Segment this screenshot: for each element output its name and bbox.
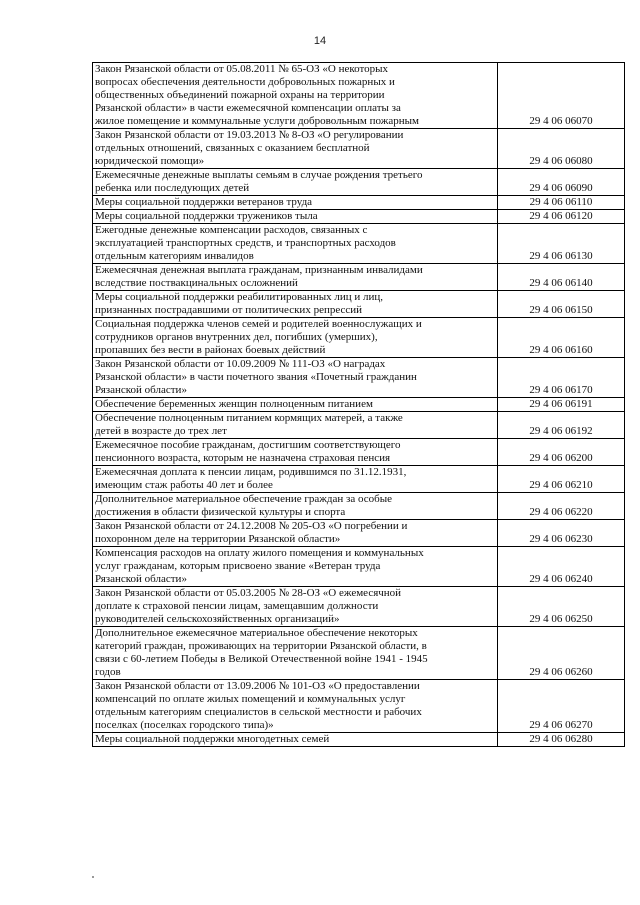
description-line: вследствие поствакцинальных осложнений <box>95 277 298 289</box>
description-line: Ежемесячная доплата к пенсии лицам, родившимся по 31.12.1931, <box>95 466 407 478</box>
description-line: Рязанской области» <box>95 384 187 396</box>
row-code: 29 4 06 06192 <box>498 412 625 439</box>
description-line: годов <box>95 666 121 678</box>
table-row <box>93 318 625 358</box>
row-description <box>93 63 498 129</box>
table-row <box>93 63 625 129</box>
row-code: 29 4 06 06070 <box>498 63 625 129</box>
description-line: Компенсация расходов на оплату жилого помещения и коммунальных <box>95 547 424 559</box>
row-description <box>93 587 498 627</box>
scan-dot-mark <box>92 876 94 878</box>
table-row <box>93 733 625 747</box>
description-line: Меры социальной поддержки ветеранов труда <box>95 196 313 208</box>
description-line: жилое помещение и коммунальные услуги добровольным пожарным <box>95 115 419 127</box>
row-description <box>93 264 498 291</box>
description-line: юридической помощи» <box>95 155 205 167</box>
row-description <box>93 318 498 358</box>
table-row <box>93 358 625 398</box>
description-line: поселках (поселках городского типа)» <box>95 719 274 731</box>
row-code: 29 4 06 06191 <box>498 398 625 412</box>
table-row <box>93 587 625 627</box>
table-row <box>93 627 625 680</box>
row-description <box>93 291 498 318</box>
description-line: отдельным категориям инвалидов <box>95 250 254 262</box>
table-row <box>93 439 625 466</box>
table-row <box>93 493 625 520</box>
table-row <box>93 520 625 547</box>
description-line: Ежемесячная денежная выплата гражданам, признанным инвалидами <box>95 264 423 276</box>
table-row <box>93 169 625 196</box>
description-line: отдельных отношений, связанных с оказанием бесплатной <box>95 142 370 154</box>
row-description <box>93 196 498 210</box>
description-line: Закон Рязанской области от 13.09.2006 № 101-ОЗ «О предоставлении <box>95 680 420 692</box>
row-code: 29 4 06 06250 <box>498 587 625 627</box>
table-row <box>93 547 625 587</box>
description-line: Меры социальной поддержки тружеников тыла <box>95 210 318 222</box>
table-row <box>93 291 625 318</box>
description-line: пенсионного возраста, которым не назначена страховая пенсия <box>95 452 391 464</box>
description-line: эксплуатацией транспортных средств, и транспортных расходов <box>95 237 396 249</box>
row-description <box>93 210 498 224</box>
row-code: 29 4 06 06220 <box>498 493 625 520</box>
row-description <box>93 224 498 264</box>
description-line: Социальная поддержка членов семей и родителей военнослужащих и <box>95 318 422 330</box>
description-line: Закон Рязанской области от 05.08.2011 № 65-ОЗ «О некоторых <box>95 63 389 75</box>
page-number: 14 <box>313 35 327 47</box>
table-row <box>93 412 625 439</box>
description-line: Ежемесячные денежные выплаты семьям в случае рождения третьего <box>95 169 423 181</box>
description-line: Закон Рязанской области от 19.03.2013 № 8-ОЗ «О регулировании <box>95 129 404 141</box>
table-row <box>93 129 625 169</box>
table-row <box>93 264 625 291</box>
description-line: признанных пострадавшими от политических репрессий <box>95 304 363 316</box>
row-code: 29 4 06 06200 <box>498 439 625 466</box>
row-code: 29 4 06 06260 <box>498 627 625 680</box>
description-line: компенсаций по оплате жилых помещений и коммунальных услуг <box>95 693 406 705</box>
table-body <box>93 63 625 747</box>
row-code: 29 4 06 06270 <box>498 680 625 733</box>
description-line: Рязанской области» в части ежемесячной компенсации оплаты за <box>95 102 401 114</box>
row-description <box>93 733 498 747</box>
description-line: детей в возрасте до трех лет <box>95 425 227 437</box>
table-row <box>93 466 625 493</box>
row-description <box>93 520 498 547</box>
description-line: Обеспечение беременных женщин полноценным питанием <box>95 398 373 410</box>
description-line: категорий граждан, проживающих на территории Рязанской области, в <box>95 640 427 652</box>
description-line: отдельным категориям специалистов в сельской местности и рабочих <box>95 706 422 718</box>
row-description <box>93 169 498 196</box>
table-row <box>93 224 625 264</box>
row-code: 29 4 06 06130 <box>498 224 625 264</box>
description-line: Меры социальной поддержки многодетных семей <box>95 733 330 745</box>
row-description <box>93 439 498 466</box>
row-code: 29 4 06 06080 <box>498 129 625 169</box>
description-line: ребенка или последующих детей <box>95 182 250 194</box>
description-line: Дополнительное материальное обеспечение граждан за особые <box>95 493 392 505</box>
row-description <box>93 398 498 412</box>
row-code: 29 4 06 06160 <box>498 318 625 358</box>
row-code: 29 4 06 06230 <box>498 520 625 547</box>
description-line: Рязанской области» <box>95 573 187 585</box>
description-line: пропавших без вести в районах боевых действий <box>95 344 326 356</box>
description-line: Закон Рязанской области от 05.03.2005 № 28-ОЗ «О ежемесячной <box>95 587 402 599</box>
description-line: сотрудников органов внутренних дел, погибших (умерших), <box>95 331 378 343</box>
table-row <box>93 210 625 224</box>
row-description <box>93 358 498 398</box>
row-code: 29 4 06 06240 <box>498 547 625 587</box>
row-code: 29 4 06 06110 <box>498 196 625 210</box>
description-line: похоронном деле на территории Рязанской области» <box>95 533 341 545</box>
description-line: Ежегодные денежные компенсации расходов, связанных с <box>95 224 368 236</box>
description-line: руководителей сельскохозяйственных организаций» <box>95 613 340 625</box>
row-code: 29 4 06 06140 <box>498 264 625 291</box>
description-line: вопросах обеспечения деятельности добровольных пожарных и <box>95 76 395 88</box>
row-description <box>93 680 498 733</box>
row-description <box>93 129 498 169</box>
row-description <box>93 627 498 680</box>
table-row <box>93 196 625 210</box>
description-line: Закон Рязанской области от 24.12.2008 № 205-ОЗ «О погребении и <box>95 520 408 532</box>
row-code: 29 4 06 06150 <box>498 291 625 318</box>
description-line: Меры социальной поддержки реабилитированных лиц и лиц, <box>95 291 384 303</box>
description-line: Закон Рязанской области от 10.09.2009 № 111-ОЗ «О наградах <box>95 358 386 370</box>
description-line: общественных объединений пожарной охраны на территории <box>95 89 385 101</box>
row-description <box>93 466 498 493</box>
description-line: связи с 60-летием Победы в Великой Отечественной войне 1941 - 1945 <box>95 653 428 665</box>
row-code: 29 4 06 06120 <box>498 210 625 224</box>
description-line: достижения в области физической культуры и спорта <box>95 506 346 518</box>
row-code: 29 4 06 06210 <box>498 466 625 493</box>
description-line: доплате к страховой пенсии лицам, замещавшим должности <box>95 600 379 612</box>
description-line: Рязанской области» в части почетного звания «Почетный гражданин <box>95 371 417 383</box>
row-code: 29 4 06 06170 <box>498 358 625 398</box>
row-description <box>93 493 498 520</box>
row-description <box>93 412 498 439</box>
row-code: 29 4 06 06090 <box>498 169 625 196</box>
budget-classification-table <box>92 62 625 747</box>
description-line: Дополнительное ежемесячное материальное обеспечение некоторых <box>95 627 418 639</box>
description-line: услуг гражданам, которым присвоено звание «Ветеран труда <box>95 560 381 572</box>
description-line: Обеспечение полноценным питанием кормящих матерей, а также <box>95 412 403 424</box>
row-description <box>93 547 498 587</box>
table-row <box>93 680 625 733</box>
row-code: 29 4 06 06280 <box>498 733 625 747</box>
description-line: Ежемесячное пособие гражданам, достигшим соответствующего <box>95 439 401 451</box>
table-row <box>93 398 625 412</box>
description-line: имеющим стаж работы 40 лет и более <box>95 479 273 491</box>
